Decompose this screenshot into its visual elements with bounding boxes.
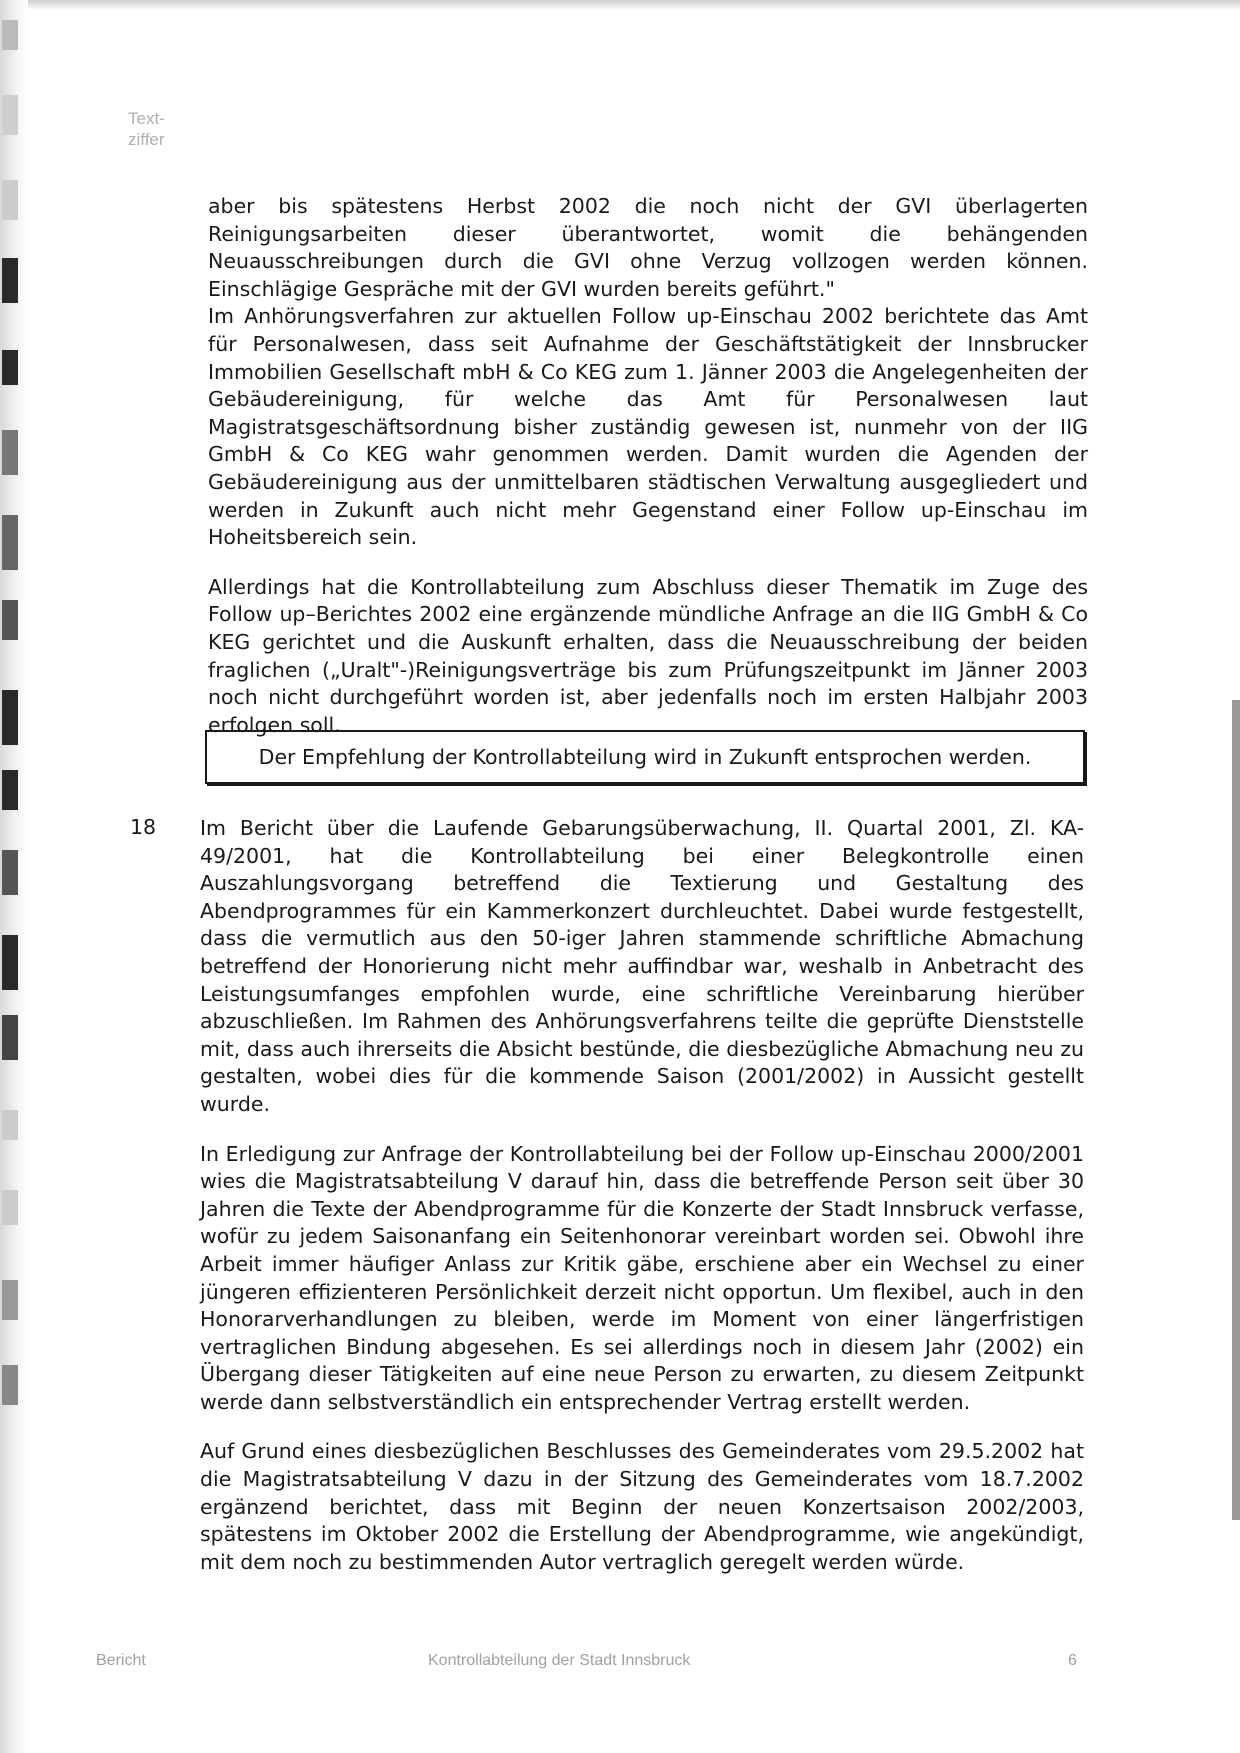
item-number: 18 (130, 815, 157, 839)
item-18-section (200, 815, 1084, 1576)
scan-right-edge (1232, 700, 1240, 1520)
paragraph: Allerdings hat die Kontrollabteilung zum Abschluss dieser Thematik im Zuge des Follow up–Berichtes 2002 eine ergänzende mündliche Anfrage an die IIG GmbH & Co KEG gerichtet und die Auskunft erhalten, dass die Neuausschreibung der beiden fraglichen („Uralt"-)Reinigungsverträge bis zum Prüfungszeitpunkt im Jänner 2003 noch nicht durchgeführt worden ist, aber jedenfalls noch im ersten Halbjahr 2003 erfolgen soll. (208, 574, 1088, 737)
recommendation-box (205, 730, 1085, 784)
margin-label: Text- ziffer (128, 109, 165, 149)
page-number: 6 (1068, 1652, 1077, 1669)
paragraph: Im Anhörungsverfahren zur aktuellen Follow up-Einschau 2002 berichtete das Amt für Personalwesen, dass seit Aufnahme der Geschäftstätigkeit der Innsbrucker Immobilien Gesellschaft mbH & Co KEG zum 1. Jänner 2003 die Angelegenheiten der Gebäudereinigung, für welche das Amt für Personalwesen laut Magistratsgeschäftsordnung bisher zuständig gewesen ist, nunmehr von der IIG GmbH & Co KEG wahr genommen werden. Damit wurden die Agenden der Gebäudereinigung aus der unmittelbaren städtischen Verwaltung ausgegliedert und werden in Zukunft auch nicht mehr Gegenstand einer Follow up-Einschau im Hoheitsbereich sein. (208, 304, 1088, 550)
paragraph: Auf Grund eines diesbezüglichen Beschlusses des Gemeinderates vom 29.5.2002 hat die Magistratsabteilung V dazu in der Sitzung des Gemeinderates vom 18.7.2002 ergänzend berichtet, dass mit Beginn der neuen Konzertsaison 2002/2003, spätestens im Oktober 2002 die Erstellung der Abendprogramme, wie angekündigt, mit dem noch zu bestimmenden Autor vertraglich geregelt werden würde. (200, 1439, 1084, 1574)
footer-left: Bericht (96, 1652, 146, 1669)
recommendation-text: Der Empfehlung der Kontrollabteilung wird in Zukunft entsprochen werden. (258, 745, 1032, 769)
continuation-section (208, 193, 1088, 739)
paragraph: aber bis spätestens Herbst 2002 die noch nicht der GVI überlagerten Reinigungsarbeiten dieser überantwortet, womit die behängenden Neuausschreibungen durch die GVI ohne Verzug vollzogen werden können. Einschlägige Gespräche mit der GVI wurden bereits geführt." (208, 194, 1088, 301)
footer-center: Kontrollabteilung der Stadt Innsbruck (428, 1652, 691, 1669)
paragraph: Im Bericht über die Laufende Gebarungsüberwachung, II. Quartal 2001, Zl. KA-49/2001, hat die Kontrollabteilung bei einer Belegkontrolle einen Auszahlungsvorgang betreffend die Textierung und Gestaltung des Abendprogrammes für ein Kammerkonzert durchleuchtet. Dabei wurde festgestellt, dass die vermutlich aus den 50-iger Jahren stammende schriftliche Abmachung betreffend der Honorierung nicht mehr auffindbar war, weshalb in Anbetracht des Leistungsumfanges empfohlen wurde, eine schriftliche Vereinbarung hierüber abzuschließen. Im Rahmen des Anhörungsverfahrens teilte die geprüfte Dienststelle mit, dass auch ihrerseits die Absicht bestünde, die diesbezügliche Abmachung neu zu gestalten, wobei dies für die kommende Saison (2001/2002) in Aussicht gestellt wurde. (200, 816, 1084, 1116)
scan-left-edge (0, 0, 28, 1753)
paragraph: In Erledigung zur Anfrage der Kontrollabteilung bei der Follow up-Einschau 2000/2001 wies die Magistratsabteilung V darauf hin, dass die betreffende Person seit über 30 Jahren die Texte der Abendprogramme für die Konzerte der Stadt Innsbruck verfasse, wofür zu jedem Saisonanfang ein Seitenhonorar vereinbart worden sei. Obwohl ihre Arbeit immer häufiger Anlass zur Kritik gäbe, erschiene aber ein Wechsel zu einer jüngeren effizienteren Persönlichkeit derzeit nicht opportun. Um flexibel, auch in den Honorarverhandlungen zu bleiben, werde im Moment von einer längerfristigen vertraglichen Bindung abgesehen. Es sei allerdings noch in diesem Jahr (2002) ein Übergang dieser Tätigkeiten auf eine neue Person zu erwarten, zu diesem Zeitpunkt werde dann selbstverständlich ein entsprechender Vertrag erstellt werden. (200, 1141, 1084, 1414)
scan-top-shadow (0, 0, 1240, 10)
